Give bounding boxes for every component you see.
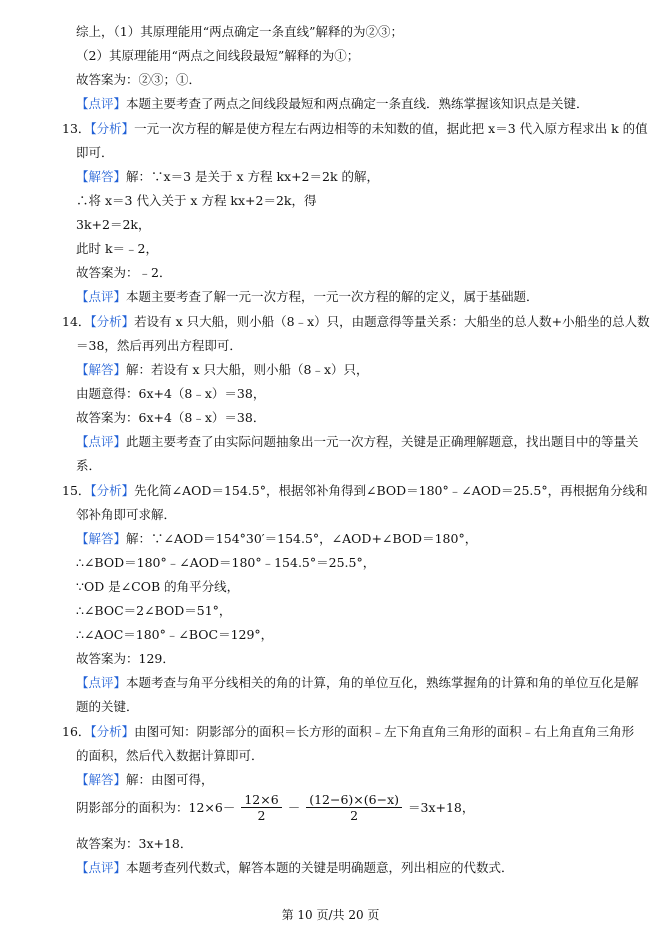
text-line: 故答案为：﹣2． <box>76 265 172 280</box>
formula-result: ＝3x+18， <box>408 799 475 815</box>
page-footer: 第 10 页/共 20 页 <box>281 908 380 922</box>
text-line: 故答案为：6x+4（8﹣x）＝38． <box>76 410 266 425</box>
question-13-analysis: 13．【分析】一元一次方程的解是使方程左右两边相等的未知数的值，据此把 x＝3 代入原方程求出 k 的值 <box>62 121 648 136</box>
answer-line: 【解答】解：∵∠AOD＝154°30′＝154.5°，∠AOD+∠BOD＝180°， <box>76 531 478 546</box>
text-line: 即可． <box>76 145 114 160</box>
comment-line: 【点评】此题主要考查了由实际问题抽象出一元一次方程，关键是正确理解题意，找出题目中的等量关 <box>76 434 639 449</box>
text-line: 故答案为：3x+18． <box>76 836 193 851</box>
text-line: （2）其原理能用“两点之间线段最短”解释的为①； <box>76 48 360 63</box>
fraction-1: $\frac{12\times 6}{2}$ <box>241 792 281 823</box>
text-line: ∴∠BOD＝180°﹣∠AOD＝180°﹣154.5°＝25.5°， <box>76 555 376 570</box>
answer-line: 【解答】解：由图可得， <box>76 772 214 787</box>
formula-minus: － <box>287 799 301 815</box>
comment-line: 【点评】本题主要考查了解一元一次方程，一元一次方程的解的定义，属于基础题． <box>76 289 539 304</box>
text-line: 题的关键． <box>76 699 139 714</box>
comment-line: 【点评】本题考查列代数式，解答本题的关键是明确题意，列出相应的代数式． <box>76 860 514 875</box>
question-14-analysis: 14．【分析】若设有 x 只大船，则小船（8﹣x）只，由题意得等量关系：大船坐的总人数+小船坐的总人数 <box>62 314 650 329</box>
text-line: 故答案为：②③；①． <box>76 72 202 87</box>
text-line: ∵OD 是∠COB 的角平分线， <box>76 579 240 594</box>
text-line: ∴将 x＝3 代入关于 x 方程 kx+2＝2k，得 <box>76 193 317 208</box>
text-line: ∴∠BOC＝2∠BOD＝51°， <box>76 603 232 618</box>
text-line: 故答案为：129． <box>76 651 175 666</box>
text-line: 系． <box>76 458 102 473</box>
comment-line: 【点评】本题主要考查了两点之间线段最短和两点确定一条直线．熟练掌握该知识点是关键． <box>76 96 589 111</box>
comment-line: 【点评】本题考查与角平分线相关的角的计算，角的单位互化，熟练掌握角的计算和角的单位互化是解 <box>76 675 639 690</box>
answer-line: 【解答】解：若设有 x 只大船，则小船（8﹣x）只， <box>76 362 369 377</box>
text-line: ＝38，然后再列出方程即可． <box>76 338 242 353</box>
answer-line: 【解答】解：∵x＝3 是关于 x 方程 kx+2＝2k 的解， <box>76 169 380 184</box>
text-line: 的面积，然后代入数据计算即可． <box>76 748 264 763</box>
question-16-analysis: 16．【分析】由图可知：阴影部分的面积＝长方形的面积﹣左下角直角三角形的面积﹣右上角直角三角形 <box>62 724 635 739</box>
question-15-analysis: 15．【分析】先化简∠AOD＝154.5°，根据邻补角得到∠BOD＝180°﹣∠AOD＝25.5°，再根据角分线和 <box>62 483 648 498</box>
text-line: 3k+2＝2k， <box>76 217 151 232</box>
text-line: 此时 k＝﹣2， <box>76 241 159 256</box>
area-formula <box>76 792 474 823</box>
text-line: ∴∠AOC＝180°﹣∠BOC＝129°， <box>76 627 274 642</box>
text-line: 综上，（1）其原理能用“两点确定一条直线”解释的为②③； <box>76 24 403 39</box>
formula-prefix: 阴影部分的面积为：12×6－ <box>76 799 236 815</box>
text-line: 由题意得：6x+4（8﹣x）＝38， <box>76 386 266 401</box>
fraction-2: $\frac{(12-6)\times(6-x)}{2}$ <box>306 792 402 823</box>
text-line: 邻补角即可求解． <box>76 507 177 522</box>
